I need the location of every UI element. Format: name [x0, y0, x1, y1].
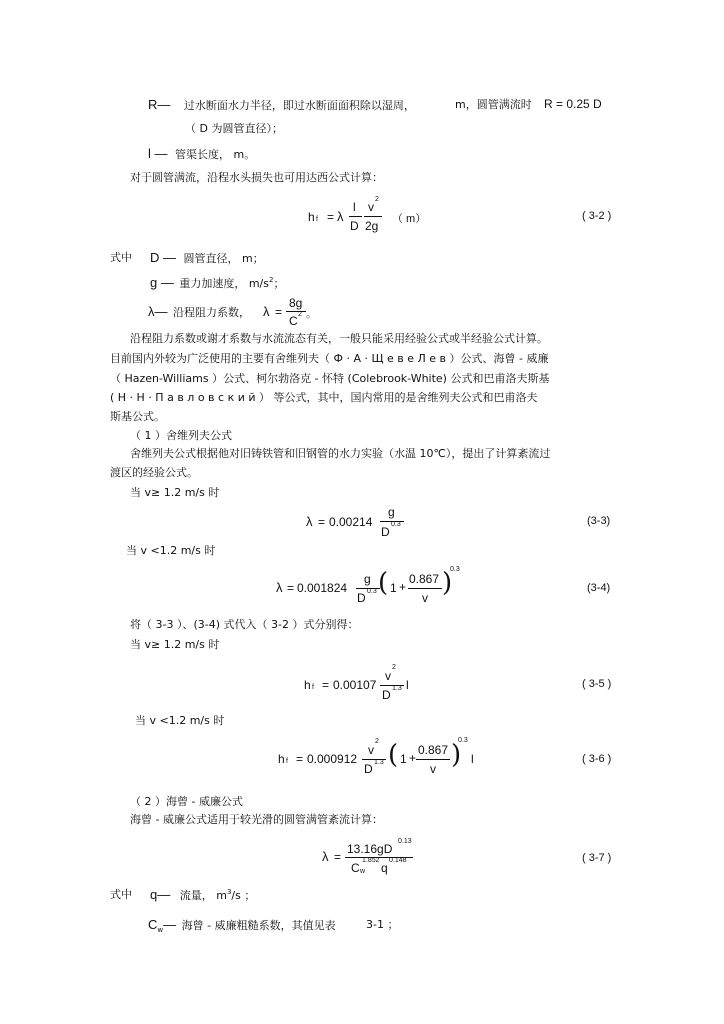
eq-3-2-num1: l: [353, 200, 356, 214]
def-g-text: 重力加速度， m/s: [179, 277, 269, 290]
intro-darcy: 对于圆管满流，沿程水头损失也可用达西公式计算：: [130, 171, 383, 184]
eq-3-7-den-sup: 1.852: [362, 857, 380, 864]
eq-3-4-eq: =: [287, 581, 295, 595]
eq-3-2-unit: （ m）: [392, 213, 427, 225]
where-label: 式中: [110, 251, 132, 264]
eq-3-6-number: ( 3-6 ): [582, 753, 612, 765]
def-q-end: /s ；: [231, 889, 256, 902]
eq-3-4-rparen: ): [442, 568, 453, 598]
eq-3-5-number: ( 3-5 ): [582, 678, 612, 690]
eq-3-5-den-sup: 1.3: [392, 685, 402, 692]
def-lambda-end: 。: [306, 308, 317, 320]
def-g: [150, 276, 284, 292]
eq-3-6-den-sup: 1.3: [374, 759, 384, 766]
section-1-title: （ 1 ）舍维列夫公式: [130, 429, 232, 442]
eq-3-3-lhs: λ: [306, 514, 313, 529]
eq-3-7-den: C: [351, 861, 360, 875]
eq-3-6-rparen: ): [451, 740, 462, 770]
eq-3-4-plus: +: [399, 580, 407, 594]
para1-line2: 目前国内外较为广泛使用的主要有舍维列夫（ Ф · А · Щ е в е Л е в ）公式、海曾 - 威廉: [110, 352, 549, 365]
section-1-line2: 渡区的经验公式。: [110, 466, 198, 479]
symbol-g: g —: [150, 275, 174, 290]
eq-3-6-tail: l: [471, 752, 474, 766]
eq-3-5-den: D: [382, 688, 391, 702]
def-q-sup: 3: [226, 888, 232, 896]
def-l: [148, 147, 255, 162]
def-q-text: 流量， m: [179, 889, 227, 902]
section-1-line1: 舍维列夫公式根据他对旧铸铁管和旧钢管的水力实验（水温 10℃），提出了计算紊流过: [130, 447, 551, 460]
eq-3-2-num2: v: [368, 200, 374, 214]
def-lambda-frac: [286, 311, 306, 312]
eq-3-4-den: D: [357, 591, 366, 605]
def-lambda-den: C: [289, 314, 298, 328]
def-g-sup: 2: [269, 276, 274, 284]
eq-3-3-number: (3-3): [587, 515, 611, 527]
eq-3-7-number: ( 3-7 ): [582, 852, 612, 864]
eq-3-7-lhs: λ: [322, 849, 329, 864]
eq-3-4-frac2: [408, 588, 442, 589]
eq-3-5-coef: 0.00107: [333, 678, 377, 692]
para1-line5: 斯基公式。: [110, 410, 165, 423]
def-R-unit: m，圆管满流时: [455, 98, 532, 111]
eq-3-6-lhs: h: [278, 752, 285, 766]
cond-lt-2: 当 v <1.2 m/s 时: [135, 714, 225, 727]
def-lambda-num: 8g: [289, 296, 303, 310]
def-R-text: 过水断面水力半径，即过水断面面积除以湿周，: [183, 99, 415, 112]
eq-3-4-exp: 0.3: [450, 566, 460, 573]
eq-3-5-num-sup: 2: [392, 664, 396, 671]
eq-3-6-frac2: [416, 759, 450, 760]
def-lambda-eq: =: [275, 305, 283, 319]
eq-3-5-lhs-sub: f: [312, 684, 314, 691]
eq-3-2-eq: =: [327, 210, 335, 224]
eq-3-4-lparen: (: [378, 568, 389, 598]
symbol-Cw-dash: —: [163, 917, 177, 932]
eq-3-6-den: D: [364, 762, 373, 776]
eq-3-2-num2-sup: 2: [375, 196, 379, 203]
symbol-Cw-sub: w: [157, 926, 164, 934]
def-lambda-den-sup: 2: [298, 311, 302, 318]
eq-3-7-num: 13.16gD: [347, 842, 393, 856]
eq-3-3-eq: =: [318, 515, 326, 529]
def-lambda: [148, 305, 250, 320]
eq-3-4-one: 1: [390, 581, 397, 595]
eq-3-6-plus: +: [409, 751, 417, 765]
eq-3-5-num: v: [385, 669, 391, 683]
eq-3-5-lhs: h: [304, 678, 311, 692]
eq-3-7-den2-sup: 0.148: [389, 857, 407, 864]
eq-3-2-number: ( 3-2 ): [582, 210, 612, 222]
para1-line3: （ Hazen-Williams ）公式、柯尔勃洛克 - 怀特 (Colebrook-White) 公式和巴甫洛夫斯基: [110, 372, 550, 385]
eq-3-7-eq: =: [334, 850, 342, 864]
def-R-cond: R = 0.25 D: [544, 97, 602, 111]
eq-3-4-coef: 0.001824: [297, 581, 348, 595]
eq-3-2-frac2: [364, 216, 382, 217]
eq-3-3-den-sup: 0.3: [391, 521, 401, 528]
eq-3-5-eq: =: [322, 678, 330, 692]
eq-3-2-frac1: [349, 216, 362, 217]
def-R: [148, 98, 415, 113]
eq-3-7-den-sub: w: [360, 868, 366, 875]
eq-3-2-lhs-sub: f: [316, 216, 318, 223]
para1-line1: 沿程阻力系数或谢才系数与水流流态有关，一般只能采用经验公式或半经验公式计算。: [130, 332, 548, 345]
eq-3-6-num-sup: 2: [375, 738, 379, 745]
eq-3-2-lhs: h: [308, 210, 315, 224]
eq-3-4-den-sup: 0.3: [367, 588, 377, 595]
eq-3-6-one: 1: [400, 752, 407, 766]
eq-3-5-tail: l: [406, 678, 409, 692]
def-Cw: [148, 918, 336, 934]
eq-3-6-lhs-sub: f: [286, 758, 288, 765]
def-g-end: ；: [273, 277, 285, 290]
eq-3-3-num: g: [388, 505, 395, 519]
eq-3-4-lhs: λ: [276, 580, 283, 595]
eq-3-6-den2: v: [430, 762, 436, 776]
symbol-lambda: λ—: [148, 304, 168, 319]
symbol-R: R—: [148, 97, 171, 112]
symbol-q: q—: [150, 887, 171, 902]
cond-lt-1: 当 v <1.2 m/s 时: [126, 544, 216, 557]
eq-3-2-lambda: λ: [337, 209, 344, 224]
para1-line4: ( Н · Н · П а в л о в с к и й ） 等公式，其中，国内常用的是舍维列夫公式和巴甫洛夫: [110, 391, 538, 404]
section-2-text: 海曾 - 威廉公式适用于较光滑的圆管满管紊流计算：: [130, 813, 383, 826]
section-2-title: （ 2 ）海曾 - 威廉公式: [130, 795, 243, 808]
eq-3-6-num2: 0.867: [418, 743, 449, 757]
symbol-l: l —: [148, 146, 168, 161]
eq-3-6-lparen: (: [388, 740, 399, 770]
eq-3-2-den2: 2g: [365, 219, 379, 233]
def-q: [150, 888, 255, 904]
def-Cw-ref: 3-1 ；: [366, 918, 399, 931]
eq-3-3-coef: 0.00214: [329, 515, 373, 529]
where-label-2: 式中: [110, 888, 132, 901]
eq-3-4-number: (3-4): [587, 582, 611, 594]
cond-ge-2: 当 v≥ 1.2 m/s 时: [130, 638, 220, 651]
def-D: [150, 251, 264, 266]
eq-3-3-den: D: [381, 525, 390, 539]
symbol-D: D —: [150, 250, 176, 265]
def-l-text: 管渠长度， m。: [175, 148, 256, 161]
def-Cw-text: 海曾 - 威廉粗糙系数，其值见表: [181, 919, 336, 932]
eq-3-6-eq: =: [296, 752, 304, 766]
eq-3-6-num: v: [368, 743, 374, 757]
eq-3-7-den2: q: [381, 861, 388, 875]
cond-ge-1: 当 v≥ 1.2 m/s 时: [130, 486, 220, 499]
def-lambda-text: 沿程阻力系数，: [173, 306, 250, 319]
eq-3-4-num: g: [364, 572, 371, 586]
eq-3-2-den1: D: [350, 219, 359, 233]
symbol-Cw: C: [148, 917, 158, 932]
eq-3-4-den2: v: [422, 591, 428, 605]
substitution-text: 将（ 3-3 ）、(3-4) 式代入（ 3-2 ）式分别得：: [130, 618, 359, 631]
def-R-note: （ D 为圆管直径）；: [185, 122, 283, 135]
def-D-text: 圆管直径， m；: [183, 252, 264, 265]
eq-3-4-num2: 0.867: [409, 572, 440, 586]
eq-3-7-num-sup: 0.13: [398, 838, 412, 845]
eq-3-6-coef: 0.000912: [307, 752, 358, 766]
eq-3-6-exp: 0.3: [458, 737, 468, 744]
def-lambda-lam: λ: [263, 304, 270, 319]
